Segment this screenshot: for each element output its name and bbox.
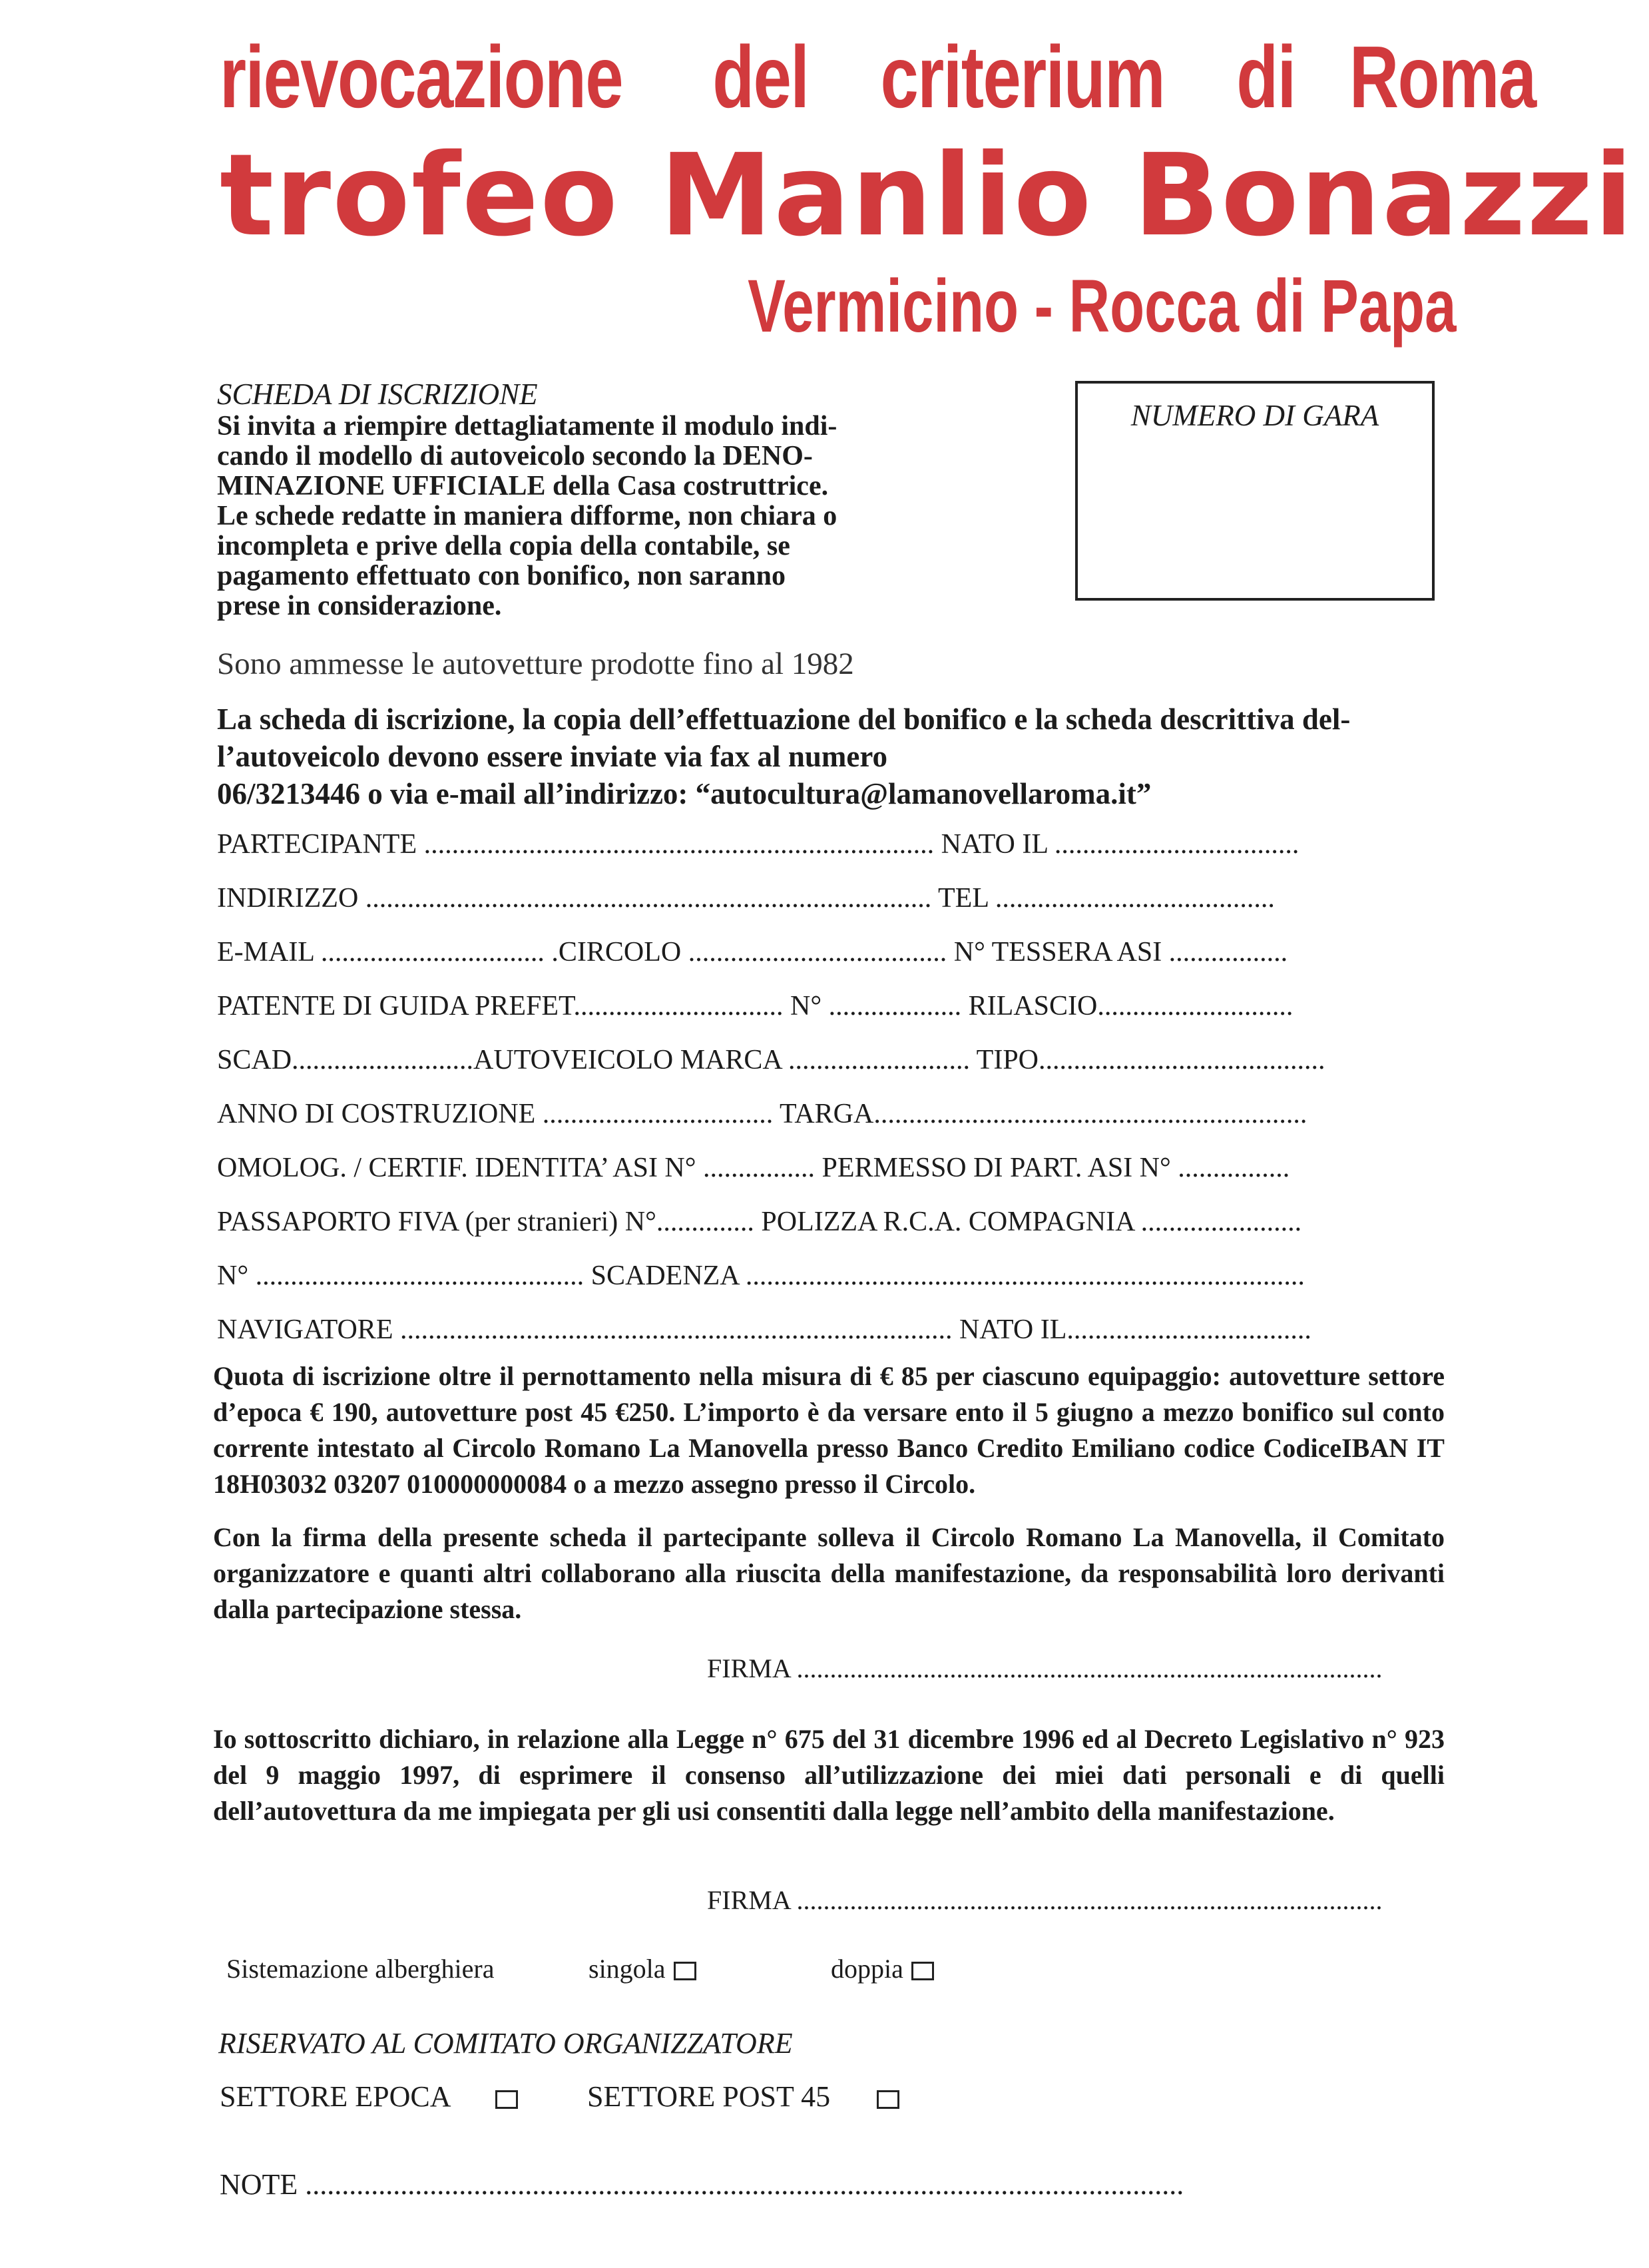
numero-gara-box[interactable] — [1075, 381, 1435, 601]
numero-gara-label: NUMERO DI GARA — [1130, 399, 1379, 432]
liberatoria-paragraph: Con la firma della presente scheda il partecipante solleva il Circolo Romano La Manovella, il Comitato organizzatore e quanti altri collaborano alla riuscita della manifestazione, da responsabilità loro derivanti dalla partecipazione stessa. — [213, 1522, 1445, 1624]
instruction-line: prese in considerazione. — [217, 591, 502, 621]
scheda-instructions — [217, 412, 939, 621]
scheda-title: SCHEDA DI ISCRIZIONE — [217, 378, 538, 411]
option-settore-epoca[interactable] — [220, 2080, 518, 2114]
field-autoveicolo[interactable]: SCAD..........................AUTOVEICOLO MARCA .......................... TIPO......................................... — [217, 1045, 1325, 1075]
quota-paragraph: Quota di iscrizione oltre il pernottamento nella misura di € 85 per ciascuno equipaggio: autovetture settore d’epoca € 190, autovetture post 45 €250. L’importo è da versare ento il 5 giugno a mezzo bonifico sul conto corrente intestato al Circolo Romano La Manovella presso Banco Credito Emiliano codice CodiceIBAN IT 18H03032 03207 010000000084 o a mezzo assegno presso il Circolo. — [213, 1361, 1445, 1499]
field-anno-targa[interactable]: ANNO DI COSTRUZIONE ................................. TARGA.............................................................. — [217, 1099, 1307, 1129]
invio-line: La scheda di iscrizione, la copia dell’effettuazione del bonifico e la scheda descrittiva del- — [217, 703, 1351, 736]
title-word: Roma — [1349, 28, 1536, 126]
instruction-line: MINAZIONE UFFICIALE della Casa costruttrice. — [217, 471, 829, 501]
note-field[interactable]: NOTE ........................................................................................................................ — [220, 2168, 1184, 2201]
instruction-line: incompleta e prive della copia della contabile, se — [217, 531, 790, 561]
option-singola[interactable] — [589, 1953, 696, 1984]
settore-post45-checkbox[interactable] — [877, 2090, 899, 2109]
firma-line-2[interactable]: FIRMA ........................................................................................ — [707, 1885, 1383, 1915]
title-line-2: trofeo Manlio Bonazzi — [220, 130, 1634, 262]
title-line-3: Vermicino - Rocca di Papa — [747, 264, 1456, 348]
title-word: rievocazione — [220, 28, 623, 126]
invio-line: l’autoveicolo devono essere inviate via fax al numero — [217, 740, 887, 773]
option-singola-label: singola — [589, 1954, 666, 1984]
option-doppia-label: doppia — [831, 1954, 903, 1984]
field-partecipante[interactable]: PARTECIPANTE ......................................................................... NATO IL ................................... — [217, 829, 1299, 860]
firma-line-1[interactable]: FIRMA ........................................................................................ — [707, 1653, 1383, 1683]
privacy-paragraph: Io sottoscritto dichiaro, in relazione alla Legge n° 675 del 31 dicembre 1996 ed al Decreto Legislativo n° 923 del 9 maggio 1997, di esprimere il consenso all’utilizzazione dei miei dati personali e di quelli dell’autovettura da me impiegata per gli usi consentiti dalla legge nell’ambito della manifestazione. — [213, 1724, 1445, 1826]
instruction-line: cando il modello di autoveicolo secondo la DENO- — [217, 441, 813, 471]
instruction-line: pagamento effettuato con bonifico, non saranno — [217, 561, 786, 591]
hotel-label: Sistemazione alberghiera — [226, 1954, 495, 1984]
option-settore-post45[interactable] — [587, 2080, 899, 2114]
settore-post45-label: SETTORE POST 45 — [587, 2080, 831, 2113]
ammesse-note: Sono ammesse le autovetture prodotte fino al 1982 — [217, 647, 854, 681]
settore-epoca-label: SETTORE EPOCA — [220, 2080, 451, 2113]
invio-line: 06/3213446 o via e-mail all’indirizzo: “autocultura@lamanovellaroma.it” — [217, 777, 1152, 810]
invio-instructions — [217, 701, 1449, 812]
doppia-checkbox[interactable] — [911, 1962, 934, 1980]
singola-checkbox[interactable] — [674, 1962, 696, 1980]
title-word: di — [1236, 28, 1296, 126]
title-line-1 — [220, 27, 1536, 127]
riservato-title: RISERVATO AL COMITATO ORGANIZZATORE — [218, 2027, 793, 2060]
field-navigatore[interactable]: NAVIGATORE ............................................................................... NATO IL................................... — [217, 1314, 1311, 1345]
field-passaporto[interactable]: PASSAPORTO FIVA (per stranieri) N°.............. POLIZZA R.C.A. COMPAGNIA ....................... — [217, 1207, 1302, 1237]
option-doppia[interactable] — [831, 1953, 934, 1984]
field-polizza-numero[interactable]: N° ............................................... SCADENZA ................................................................................ — [217, 1261, 1305, 1291]
field-email[interactable]: E-MAIL ................................ .CIRCOLO ..................................... N° TESSERA ASI ................. — [217, 937, 1288, 968]
instruction-line: Si invita a riempire dettagliatamente il modulo indi- — [217, 411, 837, 441]
field-indirizzo[interactable]: INDIRIZZO ................................................................................. TEL ........................................ — [217, 883, 1275, 914]
field-patente[interactable]: PATENTE DI GUIDA PREFET.............................. N° ................... RILASCIO............................ — [217, 991, 1294, 1021]
field-omologazione[interactable]: OMOLOG. / CERTIF. IDENTITA’ ASI N° ................ PERMESSO DI PART. ASI N° ................ — [217, 1153, 1290, 1183]
instruction-line: Le schede redatte in maniera difforme, non chiara o — [217, 501, 837, 531]
title-word: del — [712, 28, 809, 126]
settore-epoca-checkbox[interactable] — [495, 2090, 518, 2109]
title-word: criterium — [880, 28, 1165, 126]
